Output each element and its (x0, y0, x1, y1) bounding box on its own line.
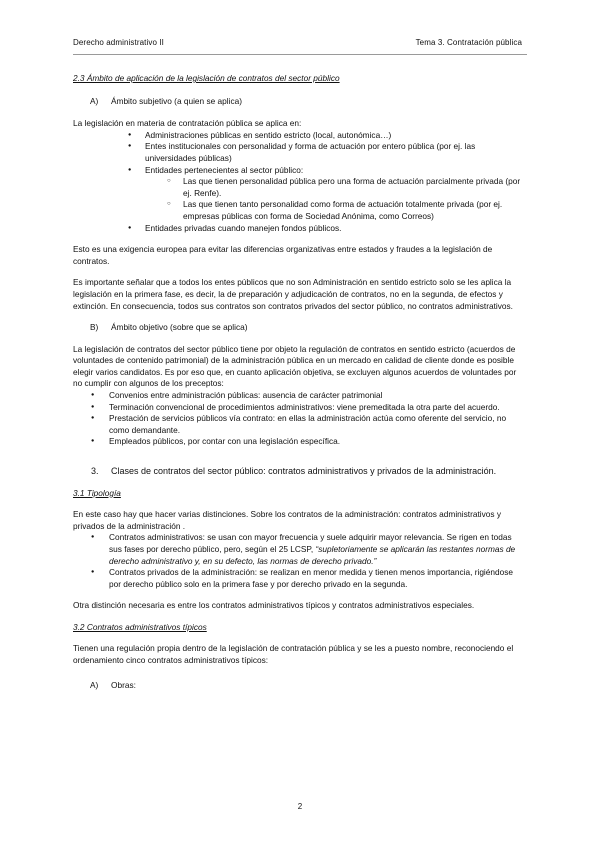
list-item-text: Entidades pertenecientes al sector público: (145, 164, 304, 175)
contract-types-list (73, 532, 525, 590)
section-3-heading (73, 465, 525, 478)
list-item: ● Empleados públicos, por contar con una legislación específica. (73, 436, 525, 448)
list-item-quote: “supletoriamente se aplicarán las restantes normas de derecho administrativo y, en su defecto, las normas de derecho privado.” (109, 543, 516, 566)
section-3-number: 3. (91, 466, 99, 477)
subsection-a-label: A) (90, 95, 99, 106)
section-3-1-title: 3.1 Tipología (73, 487, 121, 498)
excluded-agreements-list (73, 390, 525, 448)
list-item: ● Entidades privadas cuando manejen fondos públicos. (73, 223, 525, 235)
section-2-3-title: 2.3 Ámbito de aplicación de la legislación de contratos del sector público (73, 73, 340, 83)
subsection-obras-heading (73, 680, 525, 692)
paragraph-scope-intro: La legislación en materia de contratación pública se aplica en: (73, 118, 302, 129)
list-item-text: Contratos administrativos: se usan con mayor frecuencia y suele adquirir mayor relevancia. Se rigen en todas sus fases por derecho público, pero, según el 25 LCSP, (109, 532, 512, 554)
paragraph-typical-contracts: Tienen una regulación propia dentro de la legislación de contratación pública y se les a puesto nombre, reconociendo el ordenamiento cinco contratos administrativos típicos: (73, 643, 514, 666)
subsection-b-label: B) (90, 322, 99, 333)
paragraph-distinctions: En este caso hay que hacer varias distinciones. Sobre los contratos de la administración: contratos administrativos y privados de la administración . (73, 509, 501, 531)
subjective-scope-list (73, 130, 525, 234)
page-number: 2 (297, 802, 303, 811)
subsection-a-text: Ámbito subjetivo (a quien se aplica) (111, 95, 242, 106)
paragraph-first-phase: Es importante señalar que a todos los entes públicos que no son Administración en sentido estricto solo se les aplica la legislación en la primera fase, es decir, la de preparación y adjudicación de contratos, no en la segunda, de efectos y extinción. En consecuencia, todos sus contratos son contratos privados del sector público, no contratos administrativos. (73, 277, 513, 311)
subsection-obras-label: A) (90, 679, 99, 690)
header-divider (73, 54, 527, 55)
sublist-item: ○ Las que tienen tanto personalidad como forma de actuación totalmente privada (por ej. empresas públicas con forma de Sociedad Anónima, como Correos) (73, 199, 525, 222)
header-topic-title: Tema 3. Contratación pública (415, 38, 522, 47)
paragraph-objective-scope: La legislación de contratos del sector público tiene por objeto la regulación de contratos en sentido estricto (acuerdos de voluntades de contenido patrimonial) de la administración pública en un mercado en calidad de cliente donde es posible elegir varios candidatos. Es por eso que, en cuanto aplicación objetiva, se excluyen algunos acuerdos de voluntades por no cumplir con algunos de los preceptos: (73, 343, 517, 389)
subsection-b-text: Ámbito objetivo (sobre que se aplica) (111, 322, 248, 333)
list-item: ● Entes institucionales con personalidad y forma de actuación por entero pública (por ej. las universidades públicas) (73, 141, 525, 164)
section-3-2-title: 3.2 Contratos administrativos típicos (73, 621, 207, 632)
list-item (73, 165, 525, 223)
section-3-text: Clases de contratos del sector público: contratos administrativos y privados de la administración. (111, 466, 497, 477)
list-item: ● Administraciones públicas en sentido estricto (local, autonómica…) (73, 130, 525, 142)
document-body (73, 73, 525, 691)
subsection-b-heading (73, 322, 525, 334)
sublist-item: ○ Las que tienen personalidad pública pero una forma de actuación parcialmente privada (por ej. Renfe). (73, 176, 525, 199)
subsection-a-heading (73, 96, 525, 108)
list-item: ● Terminación convencional de procedimientos administrativos: viene premeditada la otra parte del acuerdo. (73, 402, 525, 414)
header-course-title: Derecho administrativo II (73, 38, 164, 47)
paragraph-other-distinction: Otra distinción necesaria es entre los contratos administrativos típicos y contratos administrativos especiales. (73, 600, 475, 611)
paragraph-european-requirement: Esto es una exigencia europea para evitar las diferencias organizativas entre estados y fraudes a la legislación de contratos. (73, 244, 493, 266)
list-item: ● Prestación de servicios públicos vía contrato: en ellas la administración actúa como oferente del servicio, no como demandante. (73, 413, 525, 436)
subsection-obras-text: Obras: (111, 679, 136, 690)
public-sector-entities-sublist (145, 176, 525, 222)
list-item (73, 532, 525, 567)
list-item: ● Convenios entre administración públicas: ausencia de carácter patrimonial (73, 390, 525, 402)
list-item: ● Contratos privados de la administración: se realizan en menor medida y tienen menos importancia, rigiéndose por derecho público solo en la primera fase y por derecho privado en la segunda. (73, 567, 525, 590)
